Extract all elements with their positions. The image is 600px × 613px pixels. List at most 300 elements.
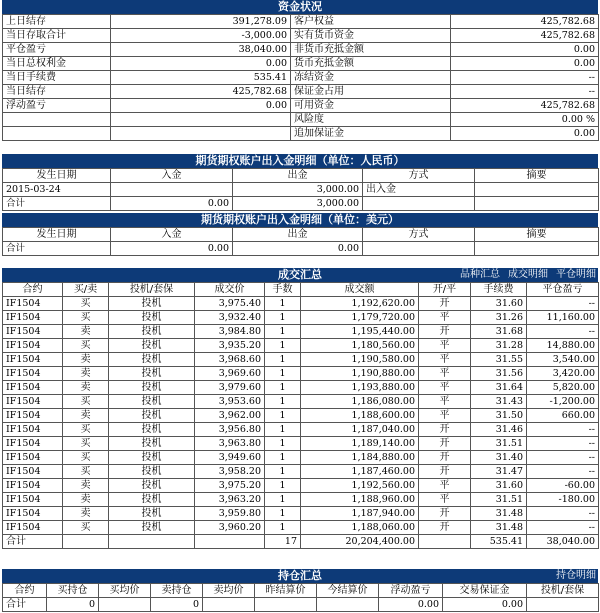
positions-cell	[99, 598, 151, 612]
funds-label: 非货币充抵金额	[291, 43, 451, 57]
trades-cell: --	[527, 521, 599, 535]
trades-cell: 1	[265, 479, 301, 493]
trades-cell: 开	[419, 297, 471, 311]
positions-cell	[255, 598, 317, 612]
trades-cell: 开	[419, 423, 471, 437]
trades-cell: 平	[419, 311, 471, 325]
trades-cell: 1	[265, 409, 301, 423]
trades-cell: 31.51	[471, 493, 527, 507]
total-row	[3, 535, 599, 549]
funds-value: 0.00	[451, 57, 599, 71]
trades-cell: 合计	[3, 535, 63, 549]
trades-cell: IF1504	[3, 367, 63, 381]
trades-cell: 1,186,080.00	[301, 395, 419, 409]
rmb-title: 期货期权账户出入金明细（单位：人民币）	[2, 154, 598, 168]
usd-table	[2, 227, 599, 256]
trades-cell: 1,184,880.00	[301, 451, 419, 465]
usd-cell	[475, 242, 599, 256]
funds-value: --	[451, 71, 599, 85]
funds-row	[3, 57, 599, 71]
table-row	[3, 493, 599, 507]
funds-value	[111, 127, 291, 141]
trades-cell: 平	[419, 395, 471, 409]
trades-header: 成交价	[195, 283, 265, 297]
positions-cell	[317, 598, 379, 612]
funds-row	[3, 113, 599, 127]
funds-value: 0.00	[451, 127, 599, 141]
positions-header: 合约	[3, 584, 47, 598]
funds-row	[3, 29, 599, 43]
trades-cell: 3,949.60	[195, 451, 265, 465]
funds-label: 客户权益	[291, 15, 451, 29]
funds-label: 当日结存	[3, 85, 111, 99]
table-row	[3, 409, 599, 423]
trades-cell: 买	[63, 465, 109, 479]
trades-cell: 3,979.60	[195, 381, 265, 395]
rmb-cell: 3,000.00	[233, 183, 363, 197]
positions-header: 今结算价	[317, 584, 379, 598]
trades-cell: --	[527, 465, 599, 479]
funds-value: 425,782.68	[111, 85, 291, 99]
trades-cell: 31.47	[471, 465, 527, 479]
trades-cell: 开	[419, 507, 471, 521]
positions-cell: 0	[151, 598, 203, 612]
funds-value: -3,000.00	[111, 29, 291, 43]
trades-cell: 投机	[109, 395, 195, 409]
trades-cell: 1,189,140.00	[301, 437, 419, 451]
funds-value: 38,040.00	[111, 43, 291, 57]
trades-cell: IF1504	[3, 423, 63, 437]
rmb-cell	[475, 183, 599, 197]
trades-cell: -60.00	[527, 479, 599, 493]
trades-cell: 31.56	[471, 367, 527, 381]
positions-title: 持仓汇总	[278, 569, 322, 582]
positions-links	[548, 569, 596, 583]
funds-label: 上日结存	[3, 15, 111, 29]
trades-cell: 平	[419, 493, 471, 507]
rmb-cell: 3,000.00	[233, 197, 363, 211]
funds-value: 391,278.09	[111, 15, 291, 29]
trades-cell: 3,968.60	[195, 353, 265, 367]
funds-label: 当日总权利金	[3, 57, 111, 71]
trades-cell: 投机	[109, 381, 195, 395]
trades-header: 投机/套保	[109, 283, 195, 297]
trades-cell: 平	[419, 381, 471, 395]
trades-cell: 3,953.60	[195, 395, 265, 409]
trades-cell: 买	[63, 437, 109, 451]
trades-cell: 开	[419, 521, 471, 535]
trades-cell: 31.40	[471, 451, 527, 465]
trades-cell: 卖	[63, 381, 109, 395]
trades-cell: --	[527, 451, 599, 465]
usd-section	[2, 213, 598, 256]
trades-cell: 660.00	[527, 409, 599, 423]
trades-cell	[419, 535, 471, 549]
funds-section	[2, 0, 598, 141]
trades-cell: 3,963.20	[195, 493, 265, 507]
trades-cell: --	[527, 507, 599, 521]
trades-link[interactable]: 成交明细	[508, 269, 548, 280]
funds-value: 425,782.68	[451, 15, 599, 29]
usd-header: 摘要	[475, 228, 599, 242]
funds-row	[3, 15, 599, 29]
trades-cell: 3,932.40	[195, 311, 265, 325]
table-row	[3, 367, 599, 381]
rmb-header: 发生日期	[3, 169, 111, 183]
positions-cell: 0	[47, 598, 99, 612]
trades-cell: 平	[419, 479, 471, 493]
trades-cell: 买	[63, 521, 109, 535]
trades-cell: 31.43	[471, 395, 527, 409]
trades-cell: 1	[265, 451, 301, 465]
trades-links	[452, 268, 596, 282]
trades-cell: 1,192,620.00	[301, 297, 419, 311]
trades-cell: IF1504	[3, 353, 63, 367]
funds-label: 货币充抵金额	[291, 57, 451, 71]
table-row	[3, 381, 599, 395]
usd-cell	[363, 242, 475, 256]
trades-cell: 1,179,720.00	[301, 311, 419, 325]
positions-title-bar	[2, 569, 598, 583]
trades-cell: 平	[419, 339, 471, 353]
trades-header: 开/平	[419, 283, 471, 297]
trades-cell: IF1504	[3, 521, 63, 535]
trades-cell: IF1504	[3, 465, 63, 479]
rmb-cell	[475, 197, 599, 211]
trades-cell: 卖	[63, 367, 109, 381]
trades-cell: IF1504	[3, 437, 63, 451]
usd-title: 期货期权账户出入金明细（单位：美元）	[2, 213, 598, 227]
trades-cell: 31.50	[471, 409, 527, 423]
trades-cell: 31.26	[471, 311, 527, 325]
rmb-cell: 2015-03-24	[3, 183, 111, 197]
trades-cell: 3,962.00	[195, 409, 265, 423]
funds-value: 0.00	[111, 57, 291, 71]
funds-row	[3, 43, 599, 57]
trades-cell: 1,188,600.00	[301, 409, 419, 423]
trades-cell: 31.68	[471, 325, 527, 339]
rmb-table	[2, 168, 599, 211]
trades-cell: 31.28	[471, 339, 527, 353]
usd-header: 发生日期	[3, 228, 111, 242]
trades-cell: IF1504	[3, 297, 63, 311]
trades-cell	[109, 535, 195, 549]
table-row	[3, 423, 599, 437]
trades-cell: 1,188,060.00	[301, 521, 419, 535]
funds-label	[3, 113, 111, 127]
trades-cell: 投机	[109, 493, 195, 507]
trades-cell: 1,192,560.00	[301, 479, 419, 493]
funds-row	[3, 127, 599, 141]
table-row	[3, 395, 599, 409]
rmb-header: 摘要	[475, 169, 599, 183]
trades-cell: 1,187,040.00	[301, 423, 419, 437]
trades-cell: IF1504	[3, 325, 63, 339]
trades-cell: 3,958.20	[195, 465, 265, 479]
trades-cell: 投机	[109, 451, 195, 465]
funds-row	[3, 99, 599, 113]
trades-cell: 投机	[109, 325, 195, 339]
funds-value: --	[451, 85, 599, 99]
trades-cell: 31.55	[471, 353, 527, 367]
total-row	[3, 197, 599, 211]
trades-cell	[195, 535, 265, 549]
trades-cell: IF1504	[3, 395, 63, 409]
trades-cell: 平	[419, 367, 471, 381]
positions-header: 交易保证金	[443, 584, 527, 598]
positions-header: 卖持仓	[151, 584, 203, 598]
trades-cell: 投机	[109, 311, 195, 325]
trades-cell: 1,187,940.00	[301, 507, 419, 521]
positions-header: 浮动盈亏	[379, 584, 443, 598]
usd-cell: 0.00	[111, 242, 233, 256]
trades-cell: --	[527, 423, 599, 437]
trades-cell: 38,040.00	[527, 535, 599, 549]
trades-cell: 535.41	[471, 535, 527, 549]
trades-cell: 31.64	[471, 381, 527, 395]
trades-cell: 1	[265, 493, 301, 507]
trades-link[interactable]: 平仓明细	[556, 269, 596, 280]
trades-cell: --	[527, 437, 599, 451]
positions-section	[2, 569, 598, 612]
trades-header: 手续费	[471, 283, 527, 297]
trades-cell: 3,420.00	[527, 367, 599, 381]
trades-cell: 卖	[63, 507, 109, 521]
trades-cell: 买	[63, 451, 109, 465]
trades-link[interactable]: 品种汇总	[460, 269, 500, 280]
trades-cell: 1	[265, 465, 301, 479]
funds-title: 资金状况	[2, 0, 598, 14]
trades-cell: 平	[419, 353, 471, 367]
trades-cell: 投机	[109, 423, 195, 437]
trades-cell: 3,975.40	[195, 297, 265, 311]
trades-cell: 1,187,460.00	[301, 465, 419, 479]
trades-cell: IF1504	[3, 479, 63, 493]
trades-cell: 3,540.00	[527, 353, 599, 367]
funds-table	[2, 14, 599, 141]
rmb-header: 方式	[363, 169, 475, 183]
table-row	[3, 437, 599, 451]
trades-cell: 投机	[109, 297, 195, 311]
rmb-cell: 出入金	[363, 183, 475, 197]
trades-cell: IF1504	[3, 409, 63, 423]
rmb-header: 入金	[111, 169, 233, 183]
funds-value: 535.41	[111, 71, 291, 85]
trades-cell: 投机	[109, 465, 195, 479]
funds-label: 平仓盈亏	[3, 43, 111, 57]
trades-cell: 卖	[63, 409, 109, 423]
trades-cell: 3,960.20	[195, 521, 265, 535]
trades-header: 合约	[3, 283, 63, 297]
usd-header: 出金	[233, 228, 363, 242]
funds-value: 0.00	[111, 99, 291, 113]
table-row	[3, 311, 599, 325]
funds-label: 保证金占用	[291, 85, 451, 99]
usd-cell: 合计	[3, 242, 111, 256]
trades-cell: 买	[63, 297, 109, 311]
funds-label: 风险度	[291, 113, 451, 127]
trades-cell: 投机	[109, 521, 195, 535]
table-row	[3, 479, 599, 493]
trades-cell: 31.51	[471, 437, 527, 451]
rmb-cell: 合计	[3, 197, 111, 211]
trades-cell: 1	[265, 381, 301, 395]
trades-cell: 1	[265, 353, 301, 367]
funds-label	[3, 127, 111, 141]
trades-header: 手数	[265, 283, 301, 297]
trades-cell: 买	[63, 423, 109, 437]
trades-cell: 31.48	[471, 507, 527, 521]
trades-cell: IF1504	[3, 507, 63, 521]
trades-header: 成交额	[301, 283, 419, 297]
usd-cell: 0.00	[233, 242, 363, 256]
trades-cell: 1	[265, 437, 301, 451]
positions-cell: 合计	[3, 598, 47, 612]
total-row	[3, 598, 599, 612]
funds-label: 可用资金	[291, 99, 451, 113]
positions-header: 卖均价	[203, 584, 255, 598]
trades-cell: 1	[265, 423, 301, 437]
trades-cell: IF1504	[3, 339, 63, 353]
funds-label: 当日手续费	[3, 71, 111, 85]
funds-row	[3, 85, 599, 99]
trades-title-bar	[2, 268, 598, 282]
funds-value: 425,782.68	[451, 99, 599, 113]
trades-cell: 1	[265, 325, 301, 339]
trades-cell: -180.00	[527, 493, 599, 507]
table-row	[3, 465, 599, 479]
trades-cell: 20,204,400.00	[301, 535, 419, 549]
positions-header: 昨结算价	[255, 584, 317, 598]
positions-cell	[203, 598, 255, 612]
trades-title: 成交汇总	[278, 268, 322, 281]
trades-cell: 卖	[63, 325, 109, 339]
trades-cell: 投机	[109, 339, 195, 353]
positions-header: 买均价	[99, 584, 151, 598]
trades-cell: 11,160.00	[527, 311, 599, 325]
trades-cell	[63, 535, 109, 549]
funds-value	[111, 113, 291, 127]
table-row	[3, 325, 599, 339]
rmb-cell	[363, 197, 475, 211]
positions-cell	[527, 598, 599, 612]
trades-cell: --	[527, 325, 599, 339]
positions-header: 投机/套保	[527, 584, 599, 598]
table-row	[3, 521, 599, 535]
trades-cell: IF1504	[3, 451, 63, 465]
funds-value: 0.00 %	[451, 113, 599, 127]
positions-header: 买持仓	[47, 584, 99, 598]
funds-label: 冻结资金	[291, 71, 451, 85]
trades-cell: 17	[265, 535, 301, 549]
rmb-section	[2, 154, 598, 211]
trades-cell: IF1504	[3, 311, 63, 325]
trades-cell: 买	[63, 395, 109, 409]
positions-link[interactable]: 持仓明细	[556, 570, 596, 581]
trades-cell: 3,984.80	[195, 325, 265, 339]
table-row	[3, 297, 599, 311]
trades-cell: IF1504	[3, 493, 63, 507]
trades-cell: 3,963.80	[195, 437, 265, 451]
trades-cell: 31.48	[471, 521, 527, 535]
rmb-cell	[111, 183, 233, 197]
funds-label: 浮动盈亏	[3, 99, 111, 113]
rmb-header: 出金	[233, 169, 363, 183]
table-row	[3, 339, 599, 353]
table-row	[3, 353, 599, 367]
trades-cell: 开	[419, 325, 471, 339]
trades-cell: IF1504	[3, 381, 63, 395]
trades-cell: 投机	[109, 409, 195, 423]
trades-cell: 1,190,580.00	[301, 353, 419, 367]
table-row	[3, 183, 599, 197]
trades-cell: 投机	[109, 479, 195, 493]
usd-header: 方式	[363, 228, 475, 242]
trades-cell: 31.46	[471, 423, 527, 437]
trades-cell: 3,956.80	[195, 423, 265, 437]
trades-cell: 开	[419, 451, 471, 465]
trades-cell: 1	[265, 507, 301, 521]
trades-cell: 投机	[109, 507, 195, 521]
trades-cell: 3,975.20	[195, 479, 265, 493]
trades-cell: 投机	[109, 353, 195, 367]
trades-cell: 3,935.20	[195, 339, 265, 353]
trades-cell: 3,969.60	[195, 367, 265, 381]
trades-cell: 投机	[109, 367, 195, 381]
usd-header: 入金	[111, 228, 233, 242]
funds-value: 425,782.68	[451, 29, 599, 43]
trades-cell: 31.60	[471, 297, 527, 311]
trades-cell: 1	[265, 395, 301, 409]
trades-cell: 平	[419, 409, 471, 423]
rmb-cell: 0.00	[111, 197, 233, 211]
trades-cell: 31.60	[471, 479, 527, 493]
trades-cell: 卖	[63, 353, 109, 367]
trades-cell: 1,195,440.00	[301, 325, 419, 339]
trades-cell: --	[527, 297, 599, 311]
trades-section	[2, 268, 598, 549]
trades-header: 平仓盈亏	[527, 283, 599, 297]
trades-cell: 5,820.00	[527, 381, 599, 395]
positions-cell: 0.00	[443, 598, 527, 612]
trades-cell: 开	[419, 465, 471, 479]
table-row	[3, 507, 599, 521]
trades-cell: 买	[63, 311, 109, 325]
funds-label: 追加保证金	[291, 127, 451, 141]
trades-cell: 开	[419, 437, 471, 451]
table-row	[3, 451, 599, 465]
trades-cell: 14,880.00	[527, 339, 599, 353]
trades-cell: -1,200.00	[527, 395, 599, 409]
trades-cell: 买	[63, 339, 109, 353]
trades-cell: 投机	[109, 437, 195, 451]
trades-cell: 卖	[63, 479, 109, 493]
trades-cell: 1,180,560.00	[301, 339, 419, 353]
positions-table	[2, 583, 599, 612]
trades-table	[2, 282, 599, 549]
trades-cell: 1,193,880.00	[301, 381, 419, 395]
trades-cell: 3,959.80	[195, 507, 265, 521]
trades-cell: 1	[265, 297, 301, 311]
trades-cell: 1	[265, 367, 301, 381]
trades-cell: 1,188,960.00	[301, 493, 419, 507]
trades-cell: 卖	[63, 493, 109, 507]
positions-cell: 0.00	[379, 598, 443, 612]
trades-header: 买/卖	[63, 283, 109, 297]
funds-label: 当日存取合计	[3, 29, 111, 43]
funds-row	[3, 71, 599, 85]
funds-value: 0.00	[451, 43, 599, 57]
